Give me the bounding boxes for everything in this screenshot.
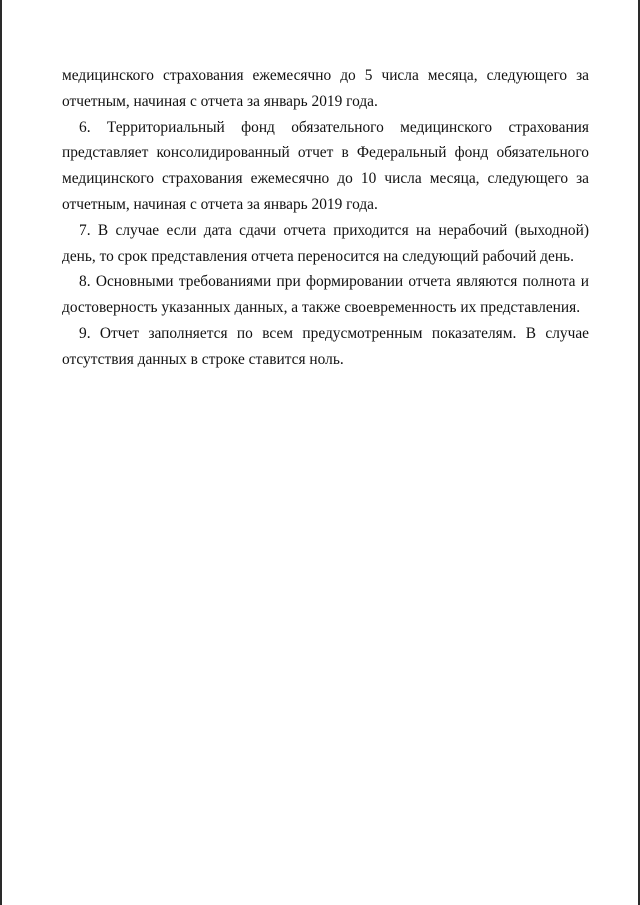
- paragraph-continuation: медицинского страхования ежемесячно до 5 числа месяца, следующего за отчетным, начиная с отчета за январь 2019 года.: [62, 67, 589, 110]
- paragraph-item-8: 8. Основными требованиями при формировании отчета являются полнота и достоверность указанных данных, а также своевременность их представления.: [62, 273, 589, 317]
- paragraph-item-7: 7. В случае если дата сдачи отчета приходится на нерабочий (выходной) день, то срок представления отчета переносится на следующий рабочий день.: [62, 221, 589, 265]
- paragraph-item-9: 9. Отчет заполняется по всем предусмотренным показателям. В случае отсутствия данных в строке ставится ноль.: [62, 324, 589, 368]
- document-body: [62, 63, 589, 373]
- scan-edge-left: [0, 0, 2, 905]
- paragraph-item-6: 6. Территориальный фонд обязательного медицинского страхования представляет консолидированный отчет в Федеральный фонд обязательного медицинского страхования ежемесячно до 10 числа месяца, следующего за отчетным, начиная с отчета за январь 2019 года.: [62, 118, 589, 213]
